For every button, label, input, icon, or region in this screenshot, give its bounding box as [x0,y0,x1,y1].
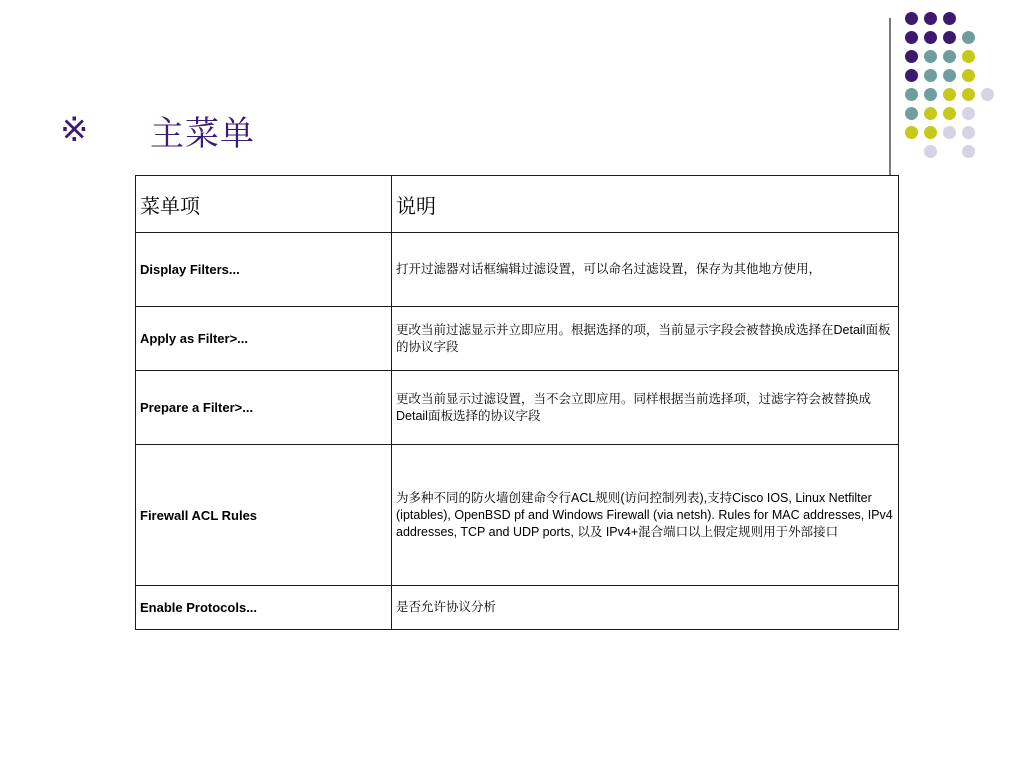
description-cell: 是否允许协议分析 [392,586,899,630]
table-row [136,233,899,307]
decorative-dot [943,12,956,25]
menu-item-cell: Prepare a Filter>... [136,371,392,445]
decorative-dot [962,69,975,82]
slide-title-text: 主菜单 [150,113,255,154]
description-cell: 更改当前过滤显示并立即应用。根据选择的项，当前显示字段会被替换成选择在Detail面板的协议字段 [392,307,899,371]
table-row [136,307,899,371]
decorative-dot [943,69,956,82]
decorative-dot [924,12,937,25]
table-row [136,586,899,630]
decorative-dot [924,31,937,44]
table-header-row [136,176,899,233]
decorative-dot [905,88,918,101]
menu-table [135,175,899,630]
decorative-divider-line [889,18,891,176]
decorative-dot [905,12,918,25]
decorative-dot [924,126,937,139]
decorative-dot [924,50,937,63]
decorative-dot [943,50,956,63]
slide-title [60,108,255,152]
decorative-dot [905,50,918,63]
decorative-dot [924,145,937,158]
header-description: 说明 [392,176,899,233]
table-row [136,445,899,586]
menu-item-cell: Apply as Filter>... [136,307,392,371]
menu-item-cell: Firewall ACL Rules [136,445,392,586]
decorative-dot [943,31,956,44]
decorative-dot [962,88,975,101]
decorative-dot [924,69,937,82]
decorative-dot [962,50,975,63]
description-cell: 更改当前显示过滤设置，当不会立即应用。同样根据当前选择项，过滤字符会被替换成Detail面板选择的协议字段 [392,371,899,445]
decorative-dot [962,126,975,139]
decorative-dot [962,31,975,44]
decorative-dot [962,145,975,158]
decorative-dot [905,126,918,139]
menu-item-cell: Display Filters... [136,233,392,307]
decorative-dot [943,88,956,101]
description-cell: 为多种不同的防火墙创建命令行ACL规则(访问控制列表),支持Cisco IOS, Linux Netfilter (iptables), OpenBSD pf and Windows Firewall (via netsh). Rules for MAC addresses, IPv4 addresses, TCP and UDP ports, 以及 IPv4+混合端口以上假定规则用于外部接口 [392,445,899,586]
decorative-dot [924,88,937,101]
description-cell: 打开过滤器对话框编辑过滤设置，可以命名过滤设置，保存为其他地方使用， [392,233,899,307]
decorative-dot [924,107,937,120]
reference-mark-icon: ※ [60,110,89,150]
header-menu-item: 菜单项 [136,176,392,233]
decorative-dot [905,107,918,120]
decorative-dot-grid [905,12,1015,172]
decorative-dot [981,88,994,101]
decorative-dot [905,31,918,44]
decorative-dot [943,126,956,139]
table-row [136,371,899,445]
decorative-dot [943,107,956,120]
decorative-dot [962,107,975,120]
menu-item-cell: Enable Protocols... [136,586,392,630]
decorative-dot [905,69,918,82]
